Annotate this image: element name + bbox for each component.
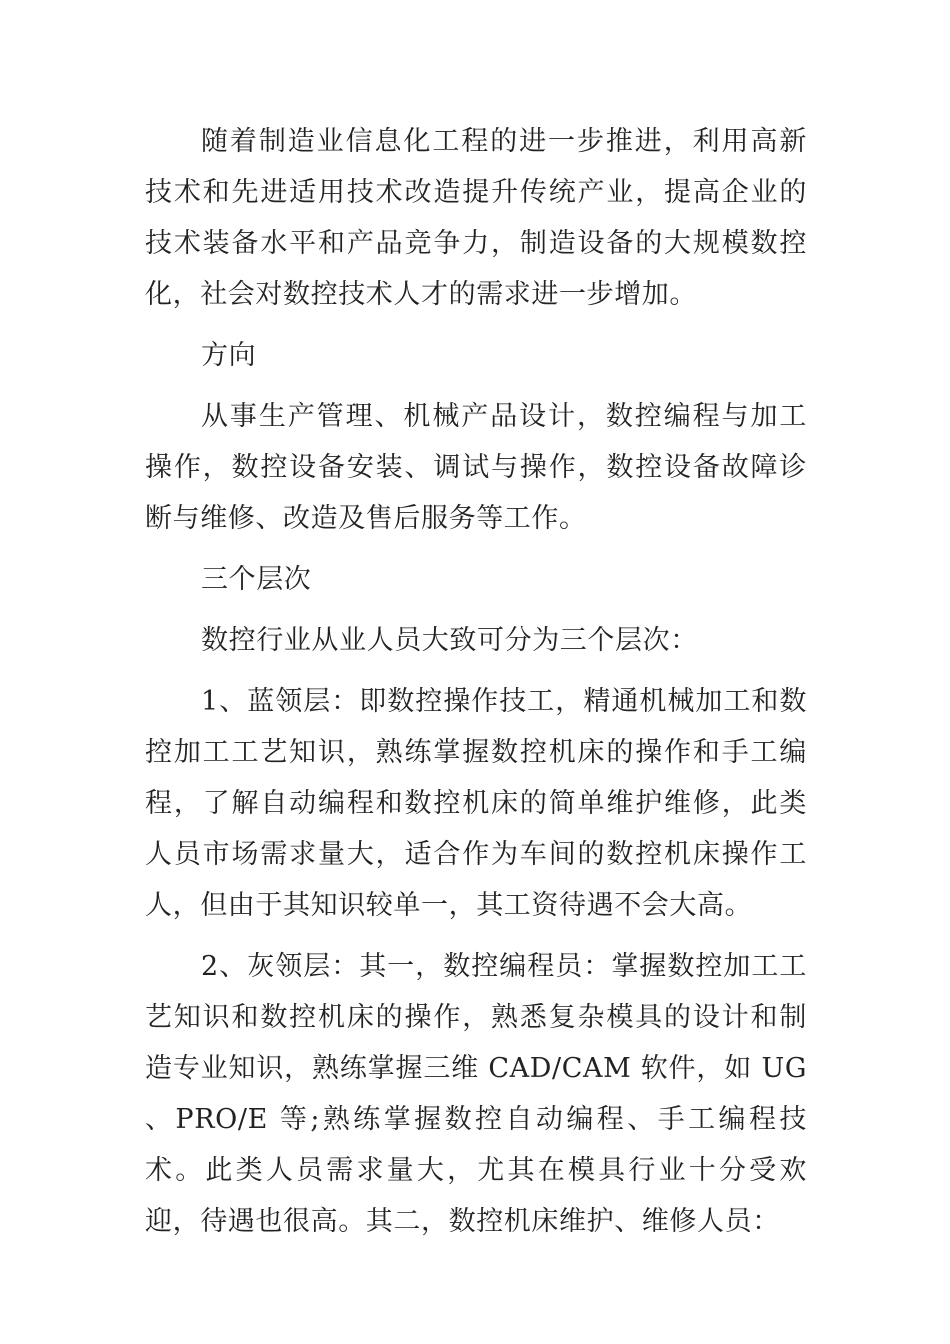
blue-collar-paragraph: 1、蓝领层：即数控操作技工，精通机械加工和数控加工工艺知识，熟练掌握数控机床的操作和手工编程，了解自动编程和数控机床的简单维护维修，此类人员市场需求量大，适合作为车间的数控机床操作工人，但由于其知识较单一，其工资待遇不会大高。: [145, 686, 807, 921]
section-heading-levels: 三个层次: [201, 564, 312, 595]
section-heading-direction: 方向: [201, 340, 257, 371]
gray-collar-paragraph: 2、灰领层：其一，数控编程员：掌握数控加工工艺知识和数控机床的操作，熟悉复杂模具的设计和制造专业知识，熟练掌握三维 CAD/CAM 软件，如 UG 、PRO/E 等;熟练掌握数控自动编程、手工编程技术。此类人员需求量大，尤其在模具行业十分受欢迎，待遇也很高。其二，数控机床维护、维修人员：: [145, 951, 807, 1237]
document-page: [145, 116, 807, 1257]
levels-intro-paragraph: 数控行业从业人员大致可分为三个层次：: [201, 625, 698, 656]
direction-paragraph: 从事生产管理、机械产品设计，数控编程与加工操作，数控设备安装、调试与操作，数控设备故障诊断与维修、改造及售后服务等工作。: [145, 401, 807, 534]
intro-paragraph: 随着制造业信息化工程的进一步推进，利用高新技术和先进适用技术改造提升传统产业，提高企业的技术装备水平和产品竞争力，制造设备的大规模数控化，社会对数控技术人才的需求进一步增加。: [145, 126, 807, 310]
